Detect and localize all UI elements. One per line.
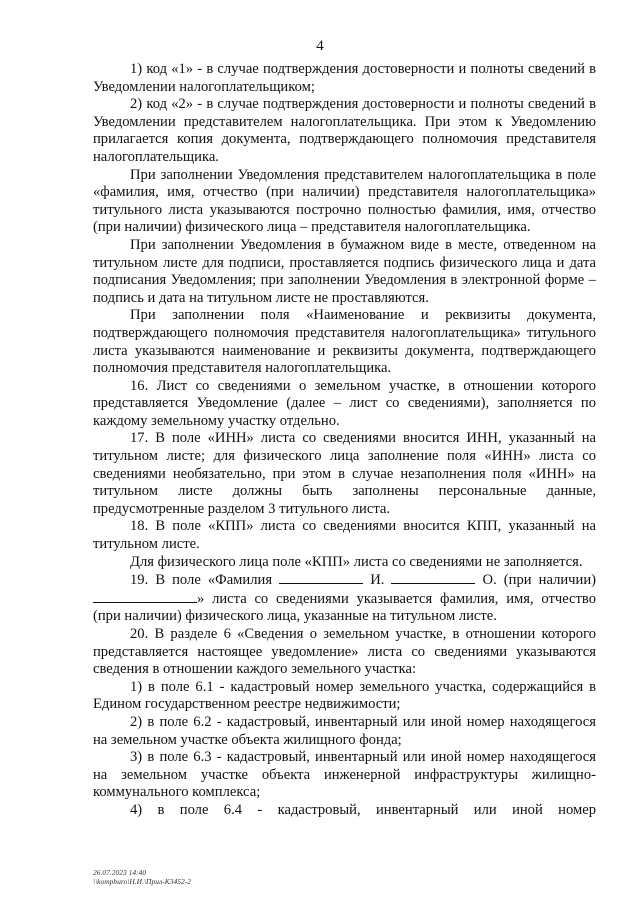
- name-blank: [391, 571, 475, 584]
- paragraph-16: 16. Лист со сведениями о земельном участке, в отношении которого представляется Уведомление (далее – лист со сведениями), заполняется по каждому земельному участку отдельно.: [93, 377, 596, 429]
- paragraph-signature: При заполнении Уведомления в бумажном виде в месте, отведенном на титульном листе для подписи, проставляется подпись физического лица и дата подписания Уведомления; при заполнении Уведомления в электронной форме – подпись и дата на титульном листе не проставляются.: [93, 236, 596, 306]
- paragraph-20-item-2: 2) в поле 6.2 - кадастровый, инвентарный или иной номер находящегося на земельном участке объекта жилищного фонда;: [93, 713, 596, 748]
- paragraph-20: 20. В разделе 6 «Сведения о земельном участке, в отношении которого представляется настоящее уведомление» листа со сведениями указываются сведения в отношении каждого земельного участка:: [93, 626, 596, 678]
- footer-file-path: \\kompburo\Н.И.\Прил-К3452-2: [93, 877, 191, 886]
- paragraph-17: 17. В поле «ИНН» листа со сведениями вносится ИНН, указанный на титульном листе; для физического лица заполнение поля «ИНН» листа со сведениями необязательно, при этом в случае незаполнения поля «ИНН» на титульном листе должны быть заполнены персональные данные, предусмотренные разделом 3 титульного листа.: [93, 430, 596, 517]
- paragraph-18: 18. В поле «КПП» листа со сведениями вносится КПП, указанный на титульном листе.: [93, 518, 596, 553]
- paragraph-20-item-4: 4) в поле 6.4 - кадастровый, инвентарный или иной номер: [130, 801, 596, 818]
- paragraph-18-note: Для физического лица поле «КПП» листа со сведениями не заполняется.: [130, 553, 583, 570]
- paragraph-representative-name: При заполнении Уведомления представителем налогоплательщика в поле «фамилия, имя, отчество (при наличии) представителя налогоплательщика» титульного листа указываются построчно полностью фамилия, имя, отчество (при наличии) физического лица – представителя налогоплательщика.: [93, 166, 596, 236]
- page-number: 4: [316, 38, 324, 54]
- document-body: [93, 61, 596, 820]
- paragraph-20-item-1: 1) в поле 6.1 - кадастровый номер земельного участка, содержащийся в Едином государственном реестре недвижимости;: [93, 678, 596, 713]
- footer-timestamp: 26.07.2023 14:40: [93, 868, 147, 877]
- surname-blank: [279, 571, 363, 584]
- para19-part1: 19. В поле «Фамилия: [130, 572, 273, 589]
- patronymic-blank: [93, 590, 197, 603]
- paragraph-20-item-3: 3) в поле 6.3 - кадастровый, инвентарный или иной номер находящегося на земельном участке объекта инженерной инфраструктуры жилищно-коммунального комплекса;: [93, 749, 596, 801]
- paragraph-19: [93, 571, 596, 626]
- paragraph-authority-document: При заполнении поля «Наименование и реквизиты документа, подтверждающего полномочия представителя налогоплательщика» титульного листа указываются наименование и реквизиты документа, подтверждающего полномочия представителя налогоплательщика.: [93, 307, 596, 377]
- document-footer: [93, 868, 191, 886]
- para19-part2: И.: [370, 572, 385, 589]
- para19-part3: О. (при наличии): [482, 572, 596, 589]
- para19-part4: » листа со сведениями указывается фамилия, имя, отчество (при наличии) физического лица, указанные на титульном листе.: [93, 590, 596, 625]
- paragraph-code-2: 2) код «2» - в случае подтверждения достоверности и полноты сведений в Уведомлении представителем налогоплательщика. При этом к Уведомлению прилагается копия документа, подтверждающего полномочия представителя налогоплательщика.: [93, 96, 596, 165]
- paragraph-code-1: 1) код «1» - в случае подтверждения достоверности и полноты сведений в Уведомлении налогоплательщиком;: [93, 61, 596, 95]
